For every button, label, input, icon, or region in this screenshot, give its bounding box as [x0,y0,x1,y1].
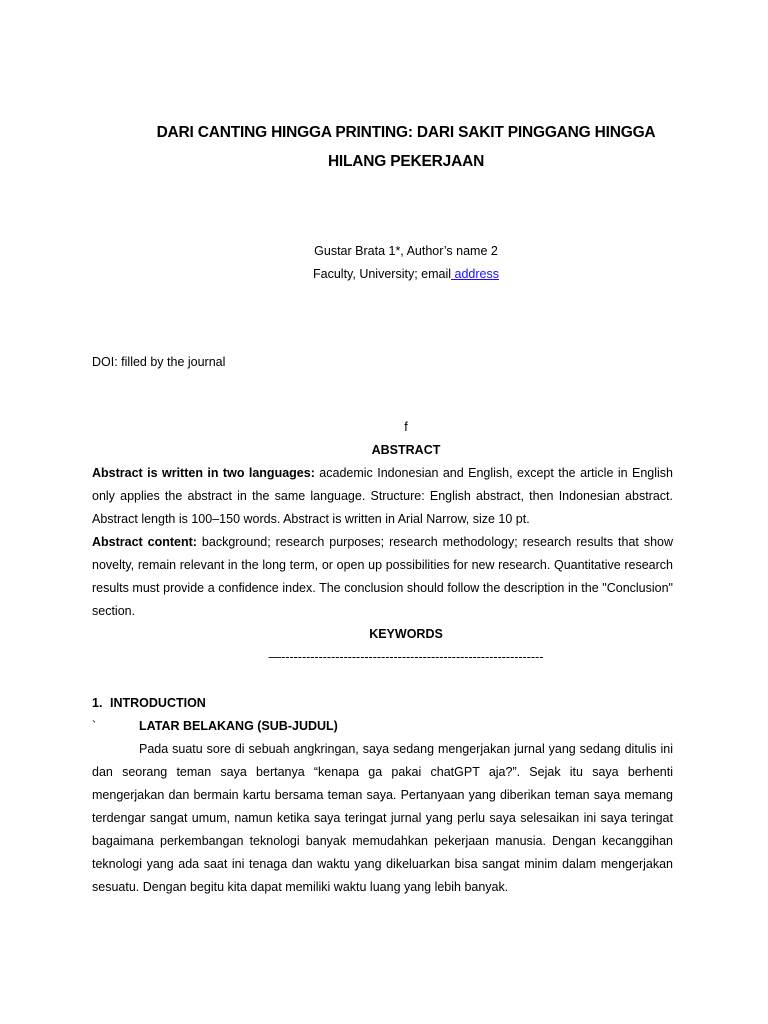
abstract-p1-text: academic Indonesian and English, except the article in English only applies the abstract in the same language. Structure: English abstract, then Indonesian abstract. Abstract length is 100–150 words. Abstract is written in Arial Narrow, size 10 pt. [92,466,673,526]
title-line-2: HILANG PEKERJAAN [327,153,485,170]
stray-character: f [404,420,408,434]
author-names: Gustar Brata 1*, Author’s name 2 [314,244,498,258]
section-number: 1. [92,696,103,710]
section-title: INTRODUCTION [110,696,206,710]
author-affiliation [92,263,720,286]
affiliation-text: Faculty, University; email [313,267,452,281]
paper-title [92,118,720,176]
email-address-link[interactable]: address [451,267,499,281]
subsection-line [92,715,673,738]
abstract-paragraph-1 [92,462,673,531]
stray-backtick: ` [92,719,97,733]
introduction-heading [92,692,206,715]
abstract-heading: ABSTRACT [371,443,441,457]
abstract-p2-text: background; research purposes; research methodology; research results that show novelty, remain relevant in the long term, or open up possibilities for new research. Quantitative research results must provide a confidence index. The conclusion should follow the description in the "Conclusion" section. [92,535,674,618]
doi-line: DOI: filled by the journal [92,355,226,369]
abstract-p2-lead: Abstract content: [92,535,197,549]
subsection-title: LATAR BELAKANG (SUB-JUDUL) [139,719,338,733]
keywords-heading: KEYWORDS [369,627,443,641]
abstract-paragraph-2 [92,531,673,623]
keywords-placeholder-line: —--------------------------------------------------------------- [268,650,544,664]
introduction-body-paragraph: Pada suatu sore di sebuah angkringan, saya sedang mengerjakan jurnal yang sedang ditulis ini dan seorang teman saya bertanya “kenapa ga pakai chatGPT aja?”. Sejak itu saya berhenti mengerjakan dan bermain kartu bersama teman saya. Pertanyaan yang diberikan teman saya memang terdengar sangat umum, namun ketika saya teringat jurnal yang perlu saya selesaikan ini saya teringat bagaimana perkembangan teknologi banyak memudahkan pekerjaan manusia. Dengan kecanggihan teknologi yang ada saat ini tenaga dan waktu yang dikeluarkan bisa sangat minim dalam mengerjakan sesuatu. Dengan begitu kita dapat memiliki waktu luang yang lebih banyak. [92,742,673,894]
title-line-1: DARI CANTING HINGGA PRINTING: DARI SAKIT PINGGANG HINGGA [156,124,656,141]
abstract-p1-lead: Abstract is written in two languages: [92,466,315,480]
